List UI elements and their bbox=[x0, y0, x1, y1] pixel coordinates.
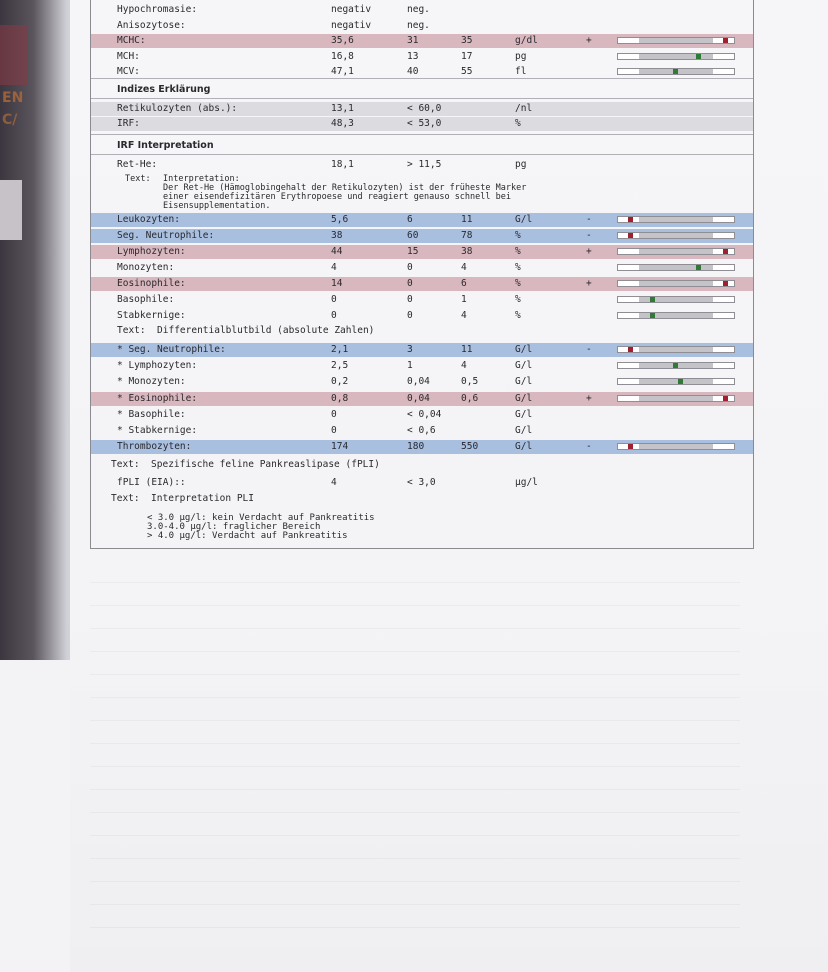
reference-high: 0,6 bbox=[461, 392, 479, 404]
result-unit: % bbox=[515, 310, 521, 321]
reference-low: 0 bbox=[407, 278, 413, 289]
range-bar-high-zone bbox=[713, 54, 734, 59]
range-bar-marker bbox=[673, 363, 678, 368]
range-bar-low-zone bbox=[618, 363, 639, 368]
range-bar bbox=[617, 68, 735, 75]
reference-low: 1 bbox=[407, 360, 413, 372]
range-bar-marker bbox=[723, 38, 728, 43]
result-unit: fl bbox=[515, 66, 527, 77]
result-unit: G/l bbox=[515, 408, 533, 420]
result-value: 13,1 bbox=[331, 103, 354, 114]
result-value: 14 bbox=[331, 278, 343, 289]
result-row bbox=[91, 375, 753, 389]
range-bar-marker bbox=[723, 249, 728, 254]
result-row bbox=[91, 65, 753, 79]
range-bar bbox=[617, 378, 735, 385]
result-unit: G/l bbox=[515, 425, 533, 436]
result-value: 4 bbox=[331, 262, 337, 273]
range-bar-marker bbox=[650, 313, 655, 318]
result-value: 0 bbox=[331, 310, 337, 321]
result-flag: - bbox=[586, 441, 592, 453]
background-text: C/ bbox=[2, 112, 18, 128]
result-row bbox=[91, 392, 753, 406]
result-value: 47,1 bbox=[331, 66, 354, 77]
result-name: * Eosinophile: bbox=[117, 392, 198, 404]
result-unit: pg bbox=[515, 159, 527, 170]
result-name: Basophile: bbox=[117, 294, 175, 305]
result-flag: + bbox=[586, 246, 592, 257]
result-unit: /nl bbox=[515, 103, 533, 114]
result-unit: G/l bbox=[515, 441, 533, 453]
range-bar bbox=[617, 296, 735, 303]
range-bar-high-zone bbox=[713, 69, 734, 74]
result-unit: G/l bbox=[515, 376, 533, 388]
range-bar bbox=[617, 395, 735, 402]
range-bar-marker bbox=[696, 265, 701, 270]
result-row bbox=[91, 158, 753, 172]
reference-low: > 11,5 bbox=[407, 159, 442, 170]
reference-low: 13 bbox=[407, 50, 419, 62]
result-name: * Basophile: bbox=[117, 408, 186, 420]
result-value: negativ bbox=[331, 4, 372, 15]
pli-heading: Text: Spezifische feline Pankreaslipase (fPLI) bbox=[111, 459, 380, 470]
result-name: MCV: bbox=[117, 66, 140, 77]
result-value: 174 bbox=[331, 441, 349, 453]
range-bar-marker bbox=[628, 347, 633, 352]
result-value: 0 bbox=[331, 294, 337, 305]
reference-high: 4 bbox=[461, 262, 467, 273]
rethe-text-label: Text: bbox=[125, 174, 151, 184]
reference-low: neg. bbox=[407, 19, 430, 31]
result-unit: µg/l bbox=[515, 477, 538, 488]
range-bar-low-zone bbox=[618, 313, 639, 318]
result-value: 4 bbox=[331, 477, 337, 488]
reference-low: 3 bbox=[407, 344, 413, 355]
result-name: * Seg. Neutrophile: bbox=[117, 344, 226, 355]
result-name: Hypochromasie: bbox=[117, 4, 198, 15]
result-unit: G/l bbox=[515, 392, 533, 404]
result-name: * Lymphozyten: bbox=[117, 360, 198, 372]
range-bar bbox=[617, 216, 735, 223]
result-row bbox=[91, 19, 753, 33]
result-name: Leukozyten: bbox=[117, 214, 180, 225]
reference-low: 0 bbox=[407, 294, 413, 305]
reference-high: 35 bbox=[461, 35, 473, 46]
reference-low: < 0,6 bbox=[407, 425, 436, 436]
result-row bbox=[91, 309, 753, 323]
result-unit: pg bbox=[515, 50, 527, 62]
reference-high: 4 bbox=[461, 360, 467, 372]
reference-low: 0,04 bbox=[407, 392, 430, 404]
reference-low: 15 bbox=[407, 246, 419, 257]
diff-abs-heading: Text: Differentialblutbild (absolute Zahlen) bbox=[117, 325, 375, 336]
range-bar-marker bbox=[723, 396, 728, 401]
result-row bbox=[91, 343, 753, 357]
reference-high: 11 bbox=[461, 214, 473, 225]
reference-high: 4 bbox=[461, 310, 467, 321]
result-name: Anisozytose: bbox=[117, 19, 186, 31]
reference-low: 0 bbox=[407, 262, 413, 273]
result-row bbox=[91, 476, 753, 490]
range-bar bbox=[617, 37, 735, 44]
result-value: 16,8 bbox=[331, 50, 354, 62]
result-value: negativ bbox=[331, 19, 372, 31]
result-unit: % bbox=[515, 246, 521, 257]
reference-high: 55 bbox=[461, 66, 473, 77]
result-name: Eosinophile: bbox=[117, 278, 186, 289]
range-bar-marker bbox=[723, 281, 728, 286]
range-bar-marker bbox=[628, 217, 633, 222]
range-bar-high-zone bbox=[713, 217, 734, 222]
result-flag: - bbox=[586, 230, 592, 241]
result-name: Seg. Neutrophile: bbox=[117, 230, 215, 241]
range-bar-low-zone bbox=[618, 281, 639, 286]
lab-results-table bbox=[90, 0, 754, 549]
result-name: Thrombozyten: bbox=[117, 441, 192, 453]
result-row bbox=[91, 440, 753, 454]
result-row bbox=[91, 34, 753, 48]
range-bar bbox=[617, 280, 735, 287]
reference-low: < 53,0 bbox=[407, 118, 442, 129]
range-bar-low-zone bbox=[618, 54, 639, 59]
reference-low: neg. bbox=[407, 4, 430, 15]
result-flag: - bbox=[586, 344, 592, 355]
result-name: Monozyten: bbox=[117, 262, 175, 273]
row-separator bbox=[91, 98, 753, 99]
result-unit: G/l bbox=[515, 360, 533, 372]
result-unit: % bbox=[515, 262, 521, 273]
result-value: 2,5 bbox=[331, 360, 349, 372]
result-row bbox=[91, 213, 753, 227]
range-bar-high-zone bbox=[713, 265, 734, 270]
range-bar bbox=[617, 443, 735, 450]
result-flag: + bbox=[586, 392, 592, 404]
reference-high: 38 bbox=[461, 246, 473, 257]
reference-high: 550 bbox=[461, 441, 479, 453]
result-row bbox=[91, 261, 753, 275]
result-value: 0,8 bbox=[331, 392, 349, 404]
result-row bbox=[91, 3, 753, 17]
result-name: * Stabkernige: bbox=[117, 425, 198, 436]
range-bar-marker bbox=[678, 379, 683, 384]
reference-low: 60 bbox=[407, 230, 419, 241]
section-heading-indizes: Indizes Erklärung bbox=[117, 84, 211, 95]
result-name: Lymphozyten: bbox=[117, 246, 186, 257]
range-bar-high-zone bbox=[713, 233, 734, 238]
background-folder-tab bbox=[0, 25, 28, 85]
range-bar-high-zone bbox=[713, 297, 734, 302]
reference-low: 0,04 bbox=[407, 376, 430, 388]
result-unit: % bbox=[515, 294, 521, 305]
range-bar-low-zone bbox=[618, 38, 639, 43]
result-value: 5,6 bbox=[331, 214, 349, 225]
range-bar-marker bbox=[673, 69, 678, 74]
result-value: 0 bbox=[331, 408, 337, 420]
range-bar-low-zone bbox=[618, 249, 639, 254]
reference-high: 6 bbox=[461, 278, 467, 289]
result-name: Ret-He: bbox=[117, 159, 158, 170]
range-bar-marker bbox=[628, 444, 633, 449]
result-name: fPLI (EIA):: bbox=[117, 477, 186, 488]
result-value: 2,1 bbox=[331, 344, 349, 355]
range-bar-low-zone bbox=[618, 297, 639, 302]
result-value: 0,2 bbox=[331, 376, 349, 388]
result-value: 38 bbox=[331, 230, 343, 241]
reference-high: 0,5 bbox=[461, 376, 479, 388]
result-unit: % bbox=[515, 230, 521, 241]
reference-high: 11 bbox=[461, 344, 473, 355]
range-bar-high-zone bbox=[713, 379, 734, 384]
result-row bbox=[91, 50, 753, 64]
result-flag: + bbox=[586, 278, 592, 289]
range-bar bbox=[617, 362, 735, 369]
row-separator bbox=[91, 154, 753, 155]
row-separator bbox=[91, 78, 753, 79]
range-bar-low-zone bbox=[618, 265, 639, 270]
result-value: 48,3 bbox=[331, 118, 354, 129]
result-name: Stabkernige: bbox=[117, 310, 186, 321]
result-flag: - bbox=[586, 214, 592, 225]
result-name: MCHC: bbox=[117, 35, 146, 46]
range-bar bbox=[617, 346, 735, 353]
reference-high: 1 bbox=[461, 294, 467, 305]
range-bar-marker bbox=[650, 297, 655, 302]
reference-low: 180 bbox=[407, 441, 425, 453]
reference-high: 17 bbox=[461, 50, 473, 62]
range-bar bbox=[617, 312, 735, 319]
reference-low: < 0,04 bbox=[407, 408, 442, 420]
section-heading-irf: IRF Interpretation bbox=[117, 140, 214, 151]
result-row bbox=[91, 102, 753, 116]
range-bar bbox=[617, 248, 735, 255]
range-bar-high-zone bbox=[713, 444, 734, 449]
pli-reference-lines: < 3.0 µg/l: kein Verdacht auf Pankreatitis 3.0-4.0 µg/l: fraglicher Bereich > 4.0 µg/l: Verdacht auf Pankreatitis bbox=[147, 513, 375, 541]
range-bar-low-zone bbox=[618, 396, 639, 401]
result-row bbox=[91, 424, 753, 438]
row-separator bbox=[91, 134, 753, 135]
result-row bbox=[91, 117, 753, 131]
reference-low: 0 bbox=[407, 310, 413, 321]
result-name: Retikulozyten (abs.): bbox=[117, 103, 238, 114]
result-unit: G/l bbox=[515, 214, 533, 225]
range-bar bbox=[617, 53, 735, 60]
pli-interpretation-heading: Text: Interpretation PLI bbox=[111, 493, 254, 504]
range-bar-marker bbox=[628, 233, 633, 238]
result-name: MCH: bbox=[117, 50, 140, 62]
range-bar bbox=[617, 264, 735, 271]
result-row bbox=[91, 229, 753, 243]
range-bar bbox=[617, 232, 735, 239]
result-unit: G/l bbox=[515, 344, 533, 355]
result-value: 44 bbox=[331, 246, 343, 257]
result-flag: + bbox=[586, 35, 592, 46]
reference-low: < 3,0 bbox=[407, 477, 436, 488]
result-value: 18,1 bbox=[331, 159, 354, 170]
result-row bbox=[91, 245, 753, 259]
faded-reverse-side-lines bbox=[90, 560, 740, 960]
range-bar-high-zone bbox=[713, 363, 734, 368]
result-row bbox=[91, 359, 753, 373]
range-bar-low-zone bbox=[618, 69, 639, 74]
result-row bbox=[91, 408, 753, 422]
reference-low: 40 bbox=[407, 66, 419, 77]
result-unit: % bbox=[515, 118, 521, 129]
reference-high: 78 bbox=[461, 230, 473, 241]
range-bar-marker bbox=[696, 54, 701, 59]
result-unit: % bbox=[515, 278, 521, 289]
result-name: * Monozyten: bbox=[117, 376, 186, 388]
result-name: IRF: bbox=[117, 118, 140, 129]
background-folder-tab bbox=[0, 180, 22, 240]
range-bar-low-zone bbox=[618, 379, 639, 384]
result-row bbox=[91, 293, 753, 307]
reference-low: < 60,0 bbox=[407, 103, 442, 114]
result-value: 35,6 bbox=[331, 35, 354, 46]
result-value: 0 bbox=[331, 425, 337, 436]
background-text: EN bbox=[2, 90, 24, 106]
range-bar-high-zone bbox=[713, 313, 734, 318]
result-unit: g/dl bbox=[515, 35, 538, 46]
reference-low: 31 bbox=[407, 35, 419, 46]
rethe-interpretation-text: Interpretation: Der Ret-He (Hämoglobingehalt der Retikulozyten) ist der früheste Marker einer eisendefizitären Erythropoese und reagiert genauso schnell bei Eisensupplementation. bbox=[163, 174, 527, 211]
reference-low: 6 bbox=[407, 214, 413, 225]
range-bar-high-zone bbox=[713, 347, 734, 352]
result-row bbox=[91, 277, 753, 291]
